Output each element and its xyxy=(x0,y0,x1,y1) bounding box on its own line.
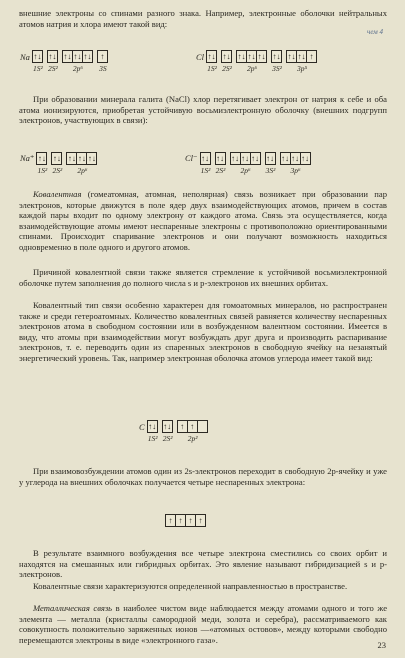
element-symbol: Na xyxy=(20,51,30,62)
orbital-label: 1S² xyxy=(200,166,211,175)
orbital-cell: ↑↓ xyxy=(246,50,257,63)
orbital-cell: ↑ xyxy=(177,420,188,433)
orbital-cell: ↑ xyxy=(187,420,198,433)
orbital-cell: ↑↓ xyxy=(256,50,267,63)
diagram-cl-ion xyxy=(185,152,315,175)
orbital-group xyxy=(280,152,310,175)
orbital-group xyxy=(215,152,226,175)
orbital-label: 3p⁶ xyxy=(290,166,301,175)
orbital-cell: ↑↓ xyxy=(290,152,301,165)
para-metal-text: в наиболее чистом виде наблюдается между атомами одного и того же элемента — металла (кристаллы самородной меди, золота и серебра), рассматриваемого как совокупность положительно заряженных ионов —«атомных остовов», между которыми свободно перемещаются электроны в виде «электронного газа». xyxy=(19,603,388,645)
diagram-na-neutral xyxy=(20,50,112,73)
orbital-group xyxy=(286,50,316,73)
orbital-label: 2S² xyxy=(222,64,232,73)
margin-note: чем 4 xyxy=(367,28,383,36)
element-symbol: C xyxy=(139,421,145,432)
orbital-label: 2p⁶ xyxy=(72,64,83,73)
orbital-cell: ↑↓ xyxy=(86,152,97,165)
orbital-cell: ↑↓ xyxy=(82,50,93,63)
orbital-cell: ↑↓ xyxy=(66,152,77,165)
orbital-cell: ↑↓ xyxy=(162,420,173,433)
diagram-cl-neutral xyxy=(196,50,321,73)
orbital-group xyxy=(147,420,158,443)
para-hybrid: В результате взаимного возбуждения все четыре электрона сместились со своих орбит и находятся на смешанных или гибридных орбитах. Это явление называют гибридизацией s и p-электронов. xyxy=(19,548,387,580)
element-symbol: Cl xyxy=(196,51,205,62)
para-type: Ковалентный тип связи особенно характерен для гомоатомных минералов, но распространен также и среди гетероатомных. Количество ковалентных связей равняется количеству неспаренных электронов атома в свободном состоянии или в возбужденном валентном состоянии. Имеется в виду, что атомы при взаимодействии могут возбуждать друг друга и производить распаривание электронов, т. е. переводить один из спаренных электронов в свободную ячейку на незанятый энергетический уровень. Так, например электронная оболочка атомов углерода имеет такой вид: xyxy=(19,300,387,363)
orbital-cell xyxy=(197,420,208,433)
orbital-cell: ↑↓ xyxy=(296,50,307,63)
diagram-na-ion xyxy=(20,152,101,175)
term-metal: Металлическая связь xyxy=(33,603,113,613)
orbital-group xyxy=(236,50,266,73)
orbital-cell: ↑ xyxy=(195,514,206,527)
orbital-cell: ↑↓ xyxy=(51,152,62,165)
orbital-cell: ↑↓ xyxy=(221,50,232,63)
orbital-label: 3S xyxy=(99,64,107,73)
orbital-cell: ↑↓ xyxy=(72,50,83,63)
orbital-group xyxy=(51,152,63,175)
orbital-group xyxy=(66,152,96,175)
para-metal xyxy=(19,603,387,645)
orbital-cell: ↑↓ xyxy=(62,50,73,63)
term-covalent: Ковалентная xyxy=(33,189,82,199)
orbital-group xyxy=(177,420,207,443)
orbital-group xyxy=(47,50,58,73)
para-excite: При взаимовозбуждении атомов один из 2s-электронов переходит в свободную 2p-ячейку и уже у углерода на внешних оболочках получается четыре неспаренных электрона: xyxy=(19,466,387,487)
orbital-cell: ↑↓ xyxy=(147,420,158,433)
orbital-group xyxy=(200,152,211,175)
orbital-cell: ↑↓ xyxy=(32,50,43,63)
diagram-carbon xyxy=(139,420,212,443)
diagram-carbon-excited xyxy=(165,514,210,527)
orbital-group xyxy=(165,514,205,527)
orbital-cell: ↑↓ xyxy=(47,50,58,63)
orbital-cell: ↑ xyxy=(175,514,186,527)
orbital-label: 3S² xyxy=(272,64,282,73)
orbital-group xyxy=(32,50,43,73)
orbital-cell: ↑↓ xyxy=(36,152,47,165)
orbital-cell: ↑↓ xyxy=(271,50,282,63)
orbital-group xyxy=(271,50,282,73)
orbital-group xyxy=(62,50,92,73)
orbital-cell: ↑↓ xyxy=(300,152,311,165)
orbital-group xyxy=(36,152,48,175)
orbital-cell: ↑↓ xyxy=(286,50,297,63)
orbital-group xyxy=(230,152,260,175)
orbital-group xyxy=(221,50,232,73)
para-halite: При образовании минерала галита (NaCl) хлор перетягивает электрон от натрия к себе и оба атома ионизируются, приобретая устойчивую восьмиэлектронную оболочку (внешних подгрупп электронов, участвующих в связи): xyxy=(19,94,387,126)
orbital-cell: ↑↓ xyxy=(200,152,211,165)
orbital-label: 2p⁶ xyxy=(246,64,258,73)
orbital-cell: ↑↓ xyxy=(236,50,247,63)
orbital-cell: ↑ xyxy=(185,514,196,527)
orbital-label: 1S² xyxy=(147,434,158,443)
orbital-label: 2p⁶ xyxy=(77,166,88,175)
orbital-cell: ↑↓ xyxy=(230,152,241,165)
orbital-label: 1S² xyxy=(207,64,217,73)
orbital-label: 3S² xyxy=(265,166,276,175)
orbital-group xyxy=(162,420,173,443)
para-top: внешние электроны со спинами разного знака. Например, электронные оболочки нейтральных атомов натрия и хлора имеют такой вид: xyxy=(19,8,387,29)
orbital-group xyxy=(206,50,217,73)
orbital-cell: ↑ xyxy=(306,50,317,63)
orbital-group xyxy=(265,152,276,175)
para-covalent-text: (гомеатомная, атомная, неполярная) связь возникает при образовании пар электронов, которые движутся в поле ядер двух взаимодействующих атомов, причем в состав каждой пары входит по одному электрону от каждого атома. Связь эта осуществляется, когда взаимодействующие атомы имеют неспаренные электроны с противоположно ориентированными спинами. Происходит спаривание электронов и они получают возможность находиться одновременно в поле одного и другого атомов. xyxy=(19,189,387,252)
orbital-cell: ↑↓ xyxy=(76,152,87,165)
orbital-cell: ↑↓ xyxy=(215,152,226,165)
orbital-group xyxy=(97,50,107,73)
orbital-cell: ↑ xyxy=(97,50,108,63)
orbital-cell: ↑↓ xyxy=(280,152,291,165)
orbital-label: 3p⁵ xyxy=(296,64,308,73)
orbital-label: 2p⁶ xyxy=(240,166,251,175)
orbital-label: 2S² xyxy=(52,166,63,175)
element-symbol: Cl⁻ xyxy=(185,153,198,163)
orbital-cell: ↑ xyxy=(165,514,176,527)
orbital-label: 1S² xyxy=(33,64,43,73)
orbital-cell: ↑↓ xyxy=(265,152,276,165)
para-covalent xyxy=(19,189,387,253)
page-number: 23 xyxy=(377,640,386,650)
orbital-label: 2S² xyxy=(162,434,173,443)
orbital-cell: ↑↓ xyxy=(206,50,217,63)
para-reason: Причиной ковалентной связи также является стремление к устойчивой восьмиэлектронной оболочке путем заполнения до полного числа s и p-электронов их внешних орбитах. xyxy=(19,267,387,288)
para-direction: Ковалентные связи характеризуются определенной направленностью в пространстве. xyxy=(33,581,348,591)
orbital-label: 2S² xyxy=(215,166,226,175)
orbital-cell: ↑↓ xyxy=(240,152,251,165)
orbital-label: 2p² xyxy=(187,434,198,443)
orbital-label: 2S² xyxy=(48,64,58,73)
orbital-label: 1S² xyxy=(37,166,48,175)
element-symbol: Na⁺ xyxy=(20,153,35,163)
orbital-cell: ↑↓ xyxy=(250,152,261,165)
